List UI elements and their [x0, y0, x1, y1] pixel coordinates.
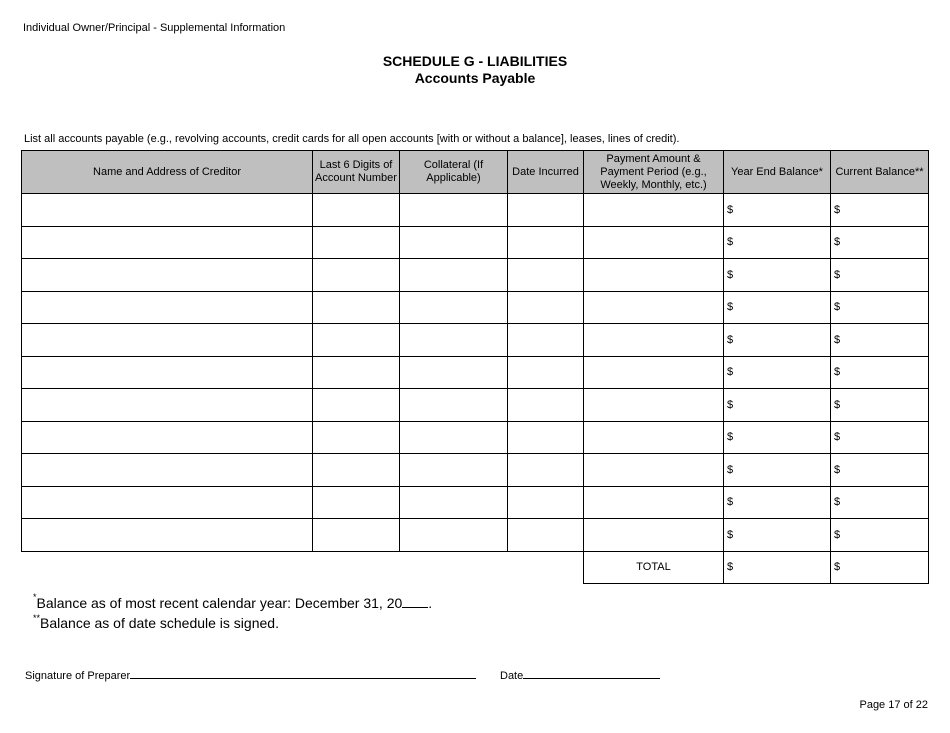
- account-number-cell[interactable]: [313, 486, 400, 519]
- footnote-year-end-text: Balance as of most recent calendar year: December 31, 20: [36, 595, 403, 611]
- creditor-cell[interactable]: [22, 226, 313, 259]
- year-end-balance-cell[interactable]: $: [724, 259, 831, 292]
- table-row: [22, 454, 929, 487]
- current-balance-cell[interactable]: $: [831, 324, 929, 357]
- creditor-cell[interactable]: [22, 194, 313, 227]
- collateral-cell[interactable]: [400, 519, 508, 552]
- table-row: [22, 519, 929, 552]
- total-current-balance-cell[interactable]: $: [831, 551, 929, 583]
- collateral-cell[interactable]: [400, 291, 508, 324]
- table-header-row: [22, 151, 929, 194]
- footnote-current-text: Balance as of date schedule is signed.: [40, 615, 279, 631]
- account-number-cell[interactable]: [313, 291, 400, 324]
- footnote-mark-double: **: [33, 613, 41, 623]
- date-incurred-cell[interactable]: [508, 259, 584, 292]
- creditor-cell[interactable]: [22, 291, 313, 324]
- current-balance-cell[interactable]: $: [831, 454, 929, 487]
- account-number-cell[interactable]: [313, 226, 400, 259]
- date-incurred-cell[interactable]: [508, 486, 584, 519]
- creditor-cell[interactable]: [22, 259, 313, 292]
- payment-cell[interactable]: [584, 291, 724, 324]
- collateral-cell[interactable]: [400, 226, 508, 259]
- current-balance-cell[interactable]: $: [831, 194, 929, 227]
- year-end-balance-cell[interactable]: $: [724, 226, 831, 259]
- year-end-balance-cell[interactable]: $: [724, 356, 831, 389]
- current-balance-cell[interactable]: $: [831, 389, 929, 422]
- page-header: Individual Owner/Principal - Supplemental Information: [23, 22, 286, 34]
- col-header-creditor: Name and Address of Creditor: [22, 151, 313, 194]
- creditor-cell[interactable]: [22, 324, 313, 357]
- account-number-cell[interactable]: [313, 519, 400, 552]
- signature-date-label: Date: [500, 670, 524, 682]
- preparer-signature-label: Signature of Preparer: [25, 670, 131, 682]
- signature-date-field[interactable]: [523, 666, 660, 679]
- liabilities-table: [21, 150, 929, 584]
- col-header-account-number: Last 6 Digits of Account Number: [313, 151, 400, 194]
- year-end-balance-cell[interactable]: $: [724, 291, 831, 324]
- creditor-cell[interactable]: [22, 454, 313, 487]
- total-row: [22, 551, 929, 583]
- col-header-current-balance: Current Balance**: [831, 151, 929, 194]
- footnote-current: [33, 615, 279, 631]
- payment-cell[interactable]: [584, 421, 724, 454]
- date-incurred-cell[interactable]: [508, 454, 584, 487]
- year-end-balance-cell[interactable]: $: [724, 486, 831, 519]
- collateral-cell[interactable]: [400, 389, 508, 422]
- table-row: [22, 291, 929, 324]
- year-end-balance-cell[interactable]: $: [724, 519, 831, 552]
- year-end-balance-cell[interactable]: $: [724, 389, 831, 422]
- instruction-text: List all accounts payable (e.g., revolving accounts, credit cards for all open accounts [with or without a balance], leases, lines of credit).: [24, 133, 680, 145]
- date-incurred-cell[interactable]: [508, 421, 584, 454]
- year-end-balance-cell[interactable]: $: [724, 194, 831, 227]
- footnote-year-end-suffix: .: [428, 595, 433, 611]
- year-end-balance-cell[interactable]: $: [724, 454, 831, 487]
- account-number-cell[interactable]: [313, 389, 400, 422]
- current-balance-cell[interactable]: $: [831, 291, 929, 324]
- current-balance-cell[interactable]: $: [831, 519, 929, 552]
- date-incurred-cell[interactable]: [508, 356, 584, 389]
- payment-cell[interactable]: [584, 259, 724, 292]
- current-balance-cell[interactable]: $: [831, 486, 929, 519]
- current-balance-cell[interactable]: $: [831, 259, 929, 292]
- collateral-cell[interactable]: [400, 324, 508, 357]
- title-block: [0, 53, 950, 87]
- payment-cell[interactable]: [584, 356, 724, 389]
- payment-cell[interactable]: [584, 389, 724, 422]
- collateral-cell[interactable]: [400, 454, 508, 487]
- schedule-title: SCHEDULE G - LIABILITIES: [382, 53, 568, 69]
- col-header-date-incurred: Date Incurred: [508, 151, 584, 194]
- current-balance-cell[interactable]: $: [831, 356, 929, 389]
- date-incurred-cell[interactable]: [508, 324, 584, 357]
- account-number-cell[interactable]: [313, 356, 400, 389]
- payment-cell[interactable]: [584, 324, 724, 357]
- table-row: [22, 421, 929, 454]
- current-balance-cell[interactable]: $: [831, 226, 929, 259]
- col-header-payment: Payment Amount & Payment Period (e.g., Weekly, Monthly, etc.): [584, 151, 724, 194]
- total-label: TOTAL: [584, 551, 724, 583]
- col-header-year-end-balance: Year End Balance*: [724, 151, 831, 194]
- collateral-cell[interactable]: [400, 194, 508, 227]
- page-number: Page 17 of 22: [859, 699, 928, 711]
- year-end-balance-cell[interactable]: $: [724, 421, 831, 454]
- year-end-balance-cell[interactable]: $: [724, 324, 831, 357]
- date-incurred-cell[interactable]: [508, 226, 584, 259]
- year-blank-field[interactable]: [402, 594, 428, 608]
- date-incurred-cell[interactable]: [508, 519, 584, 552]
- account-number-cell[interactable]: [313, 421, 400, 454]
- table-row: [22, 356, 929, 389]
- collateral-cell[interactable]: [400, 356, 508, 389]
- account-number-cell[interactable]: [313, 324, 400, 357]
- table-row: [22, 194, 929, 227]
- creditor-cell[interactable]: [22, 421, 313, 454]
- payment-cell[interactable]: [584, 519, 724, 552]
- table-row: [22, 324, 929, 357]
- table-row: [22, 486, 929, 519]
- total-row-spacer: [22, 551, 584, 583]
- account-number-cell[interactable]: [313, 454, 400, 487]
- payment-cell[interactable]: [584, 486, 724, 519]
- creditor-cell[interactable]: [22, 519, 313, 552]
- payment-cell[interactable]: [584, 194, 724, 227]
- collateral-cell[interactable]: [400, 421, 508, 454]
- date-incurred-cell[interactable]: [508, 291, 584, 324]
- total-year-end-balance-cell[interactable]: $: [724, 551, 831, 583]
- current-balance-cell[interactable]: $: [831, 421, 929, 454]
- payment-cell[interactable]: [584, 454, 724, 487]
- table-row: [22, 226, 929, 259]
- creditor-cell[interactable]: [22, 356, 313, 389]
- schedule-subtitle: Accounts Payable: [414, 70, 536, 86]
- table-row: [22, 259, 929, 292]
- footnote-mark-single: *: [33, 592, 37, 602]
- collateral-cell[interactable]: [400, 259, 508, 292]
- creditor-cell[interactable]: [22, 486, 313, 519]
- col-header-collateral: Collateral (If Applicable): [400, 151, 508, 194]
- payment-cell[interactable]: [584, 226, 724, 259]
- creditor-cell[interactable]: [22, 389, 313, 422]
- collateral-cell[interactable]: [400, 486, 508, 519]
- date-incurred-cell[interactable]: [508, 194, 584, 227]
- date-incurred-cell[interactable]: [508, 389, 584, 422]
- preparer-signature-field[interactable]: [130, 666, 476, 679]
- preparer-signature: [25, 666, 476, 682]
- footnote-year-end: [33, 594, 432, 611]
- account-number-cell[interactable]: [313, 259, 400, 292]
- table-row: [22, 389, 929, 422]
- signature-date: [500, 666, 660, 682]
- account-number-cell[interactable]: [313, 194, 400, 227]
